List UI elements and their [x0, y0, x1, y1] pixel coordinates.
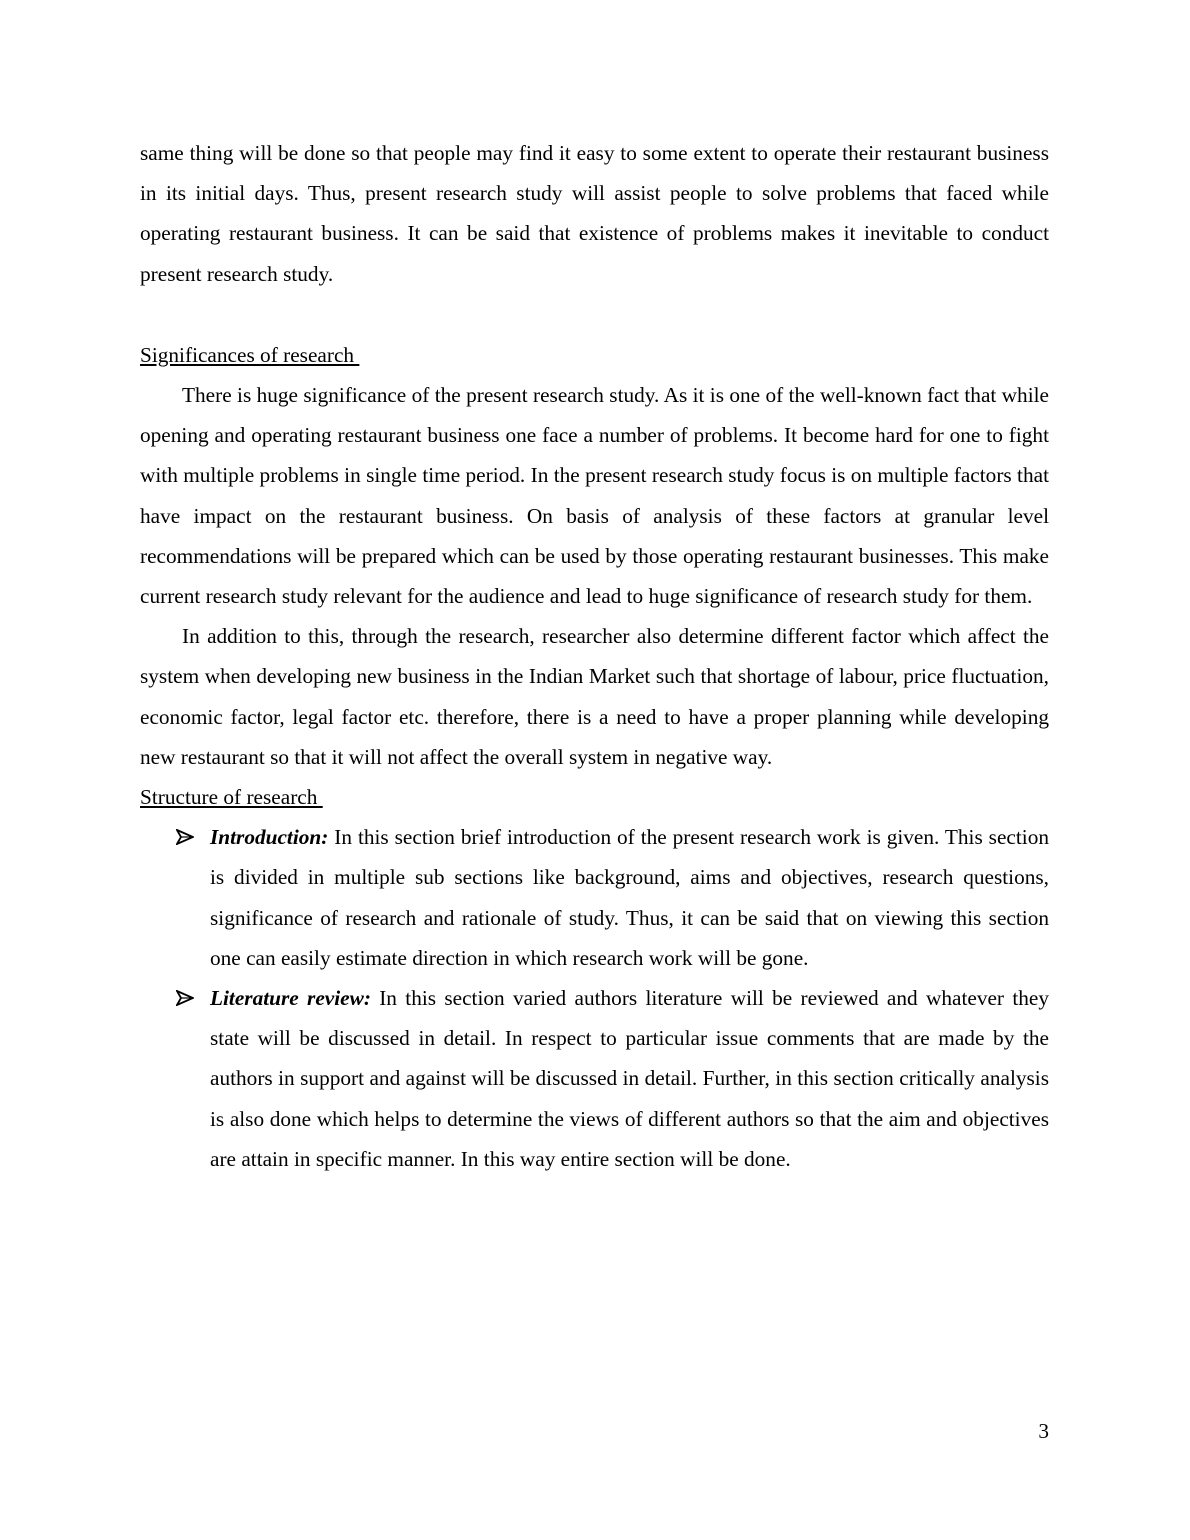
- significance-paragraph-1: There is huge significance of the present research study. As it is one of the well-known fact that while opening and operating restaurant business one face a number of problems. It become hard for one to fight with multiple problems in single time period. In the present research study focus is on multiple factors that have impact on the restaurant business. On basis of analysis of these factors at granular level recommendations will be prepared which can be used by those operating restaurant businesses. This make current research study relevant for the audience and lead to huge significance of research study for them.: [140, 383, 1049, 609]
- document-page: [140, 133, 1049, 1179]
- list-item: [210, 817, 1049, 978]
- structure-heading: [140, 777, 1049, 817]
- list-item: [210, 978, 1049, 1179]
- list-item-text: In this section varied authors literature will be reviewed and whatever they state will be discussed in detail. In respect to particular issue comments that are made by the authors in support and against will be discussed in detail. Further, in this section critically analysis is also done which helps to determine the views of different authors so that the aim and objectives are attain in specific manner. In this way entire section will be done.: [210, 986, 1049, 1171]
- arrowhead-bullet-icon: [176, 978, 196, 1018]
- list-item-text: In this section brief introduction of the present research work is given. This section is divided in multiple sub sections like background, aims and objectives, research questions, significance of research and rationale of study. Thus, it can be said that on viewing this section one can easily estimate direction in which research work will be gone.: [210, 825, 1049, 970]
- list-item-term: Introduction:: [210, 825, 329, 850]
- list-item-term: Literature review:: [210, 986, 371, 1011]
- arrowhead-bullet-icon: [176, 817, 196, 857]
- paragraph-spacer: [140, 294, 1049, 335]
- structure-heading-text: Structure of research: [140, 785, 323, 810]
- continuation-paragraph: same thing will be done so that people may find it easy to some extent to operate their restaurant business in its initial days. Thus, present research study will assist people to solve problems that faced while operating restaurant business. It can be said that existence of problems makes it inevitable to conduct present research study.: [140, 141, 1049, 286]
- structure-list: [140, 817, 1049, 1179]
- significance-paragraph-2: In addition to this, through the research, researcher also determine different factor which affect the system when developing new business in the Indian Market such that shortage of labour, price fluctuation, economic factor, legal factor etc. therefore, there is a need to have a proper planning while developing new restaurant so that it will not affect the overall system in negative way.: [140, 624, 1049, 769]
- significance-heading: [140, 335, 1049, 375]
- significance-heading-text: Significances of research: [140, 342, 360, 367]
- page-number: 3: [1038, 1419, 1049, 1443]
